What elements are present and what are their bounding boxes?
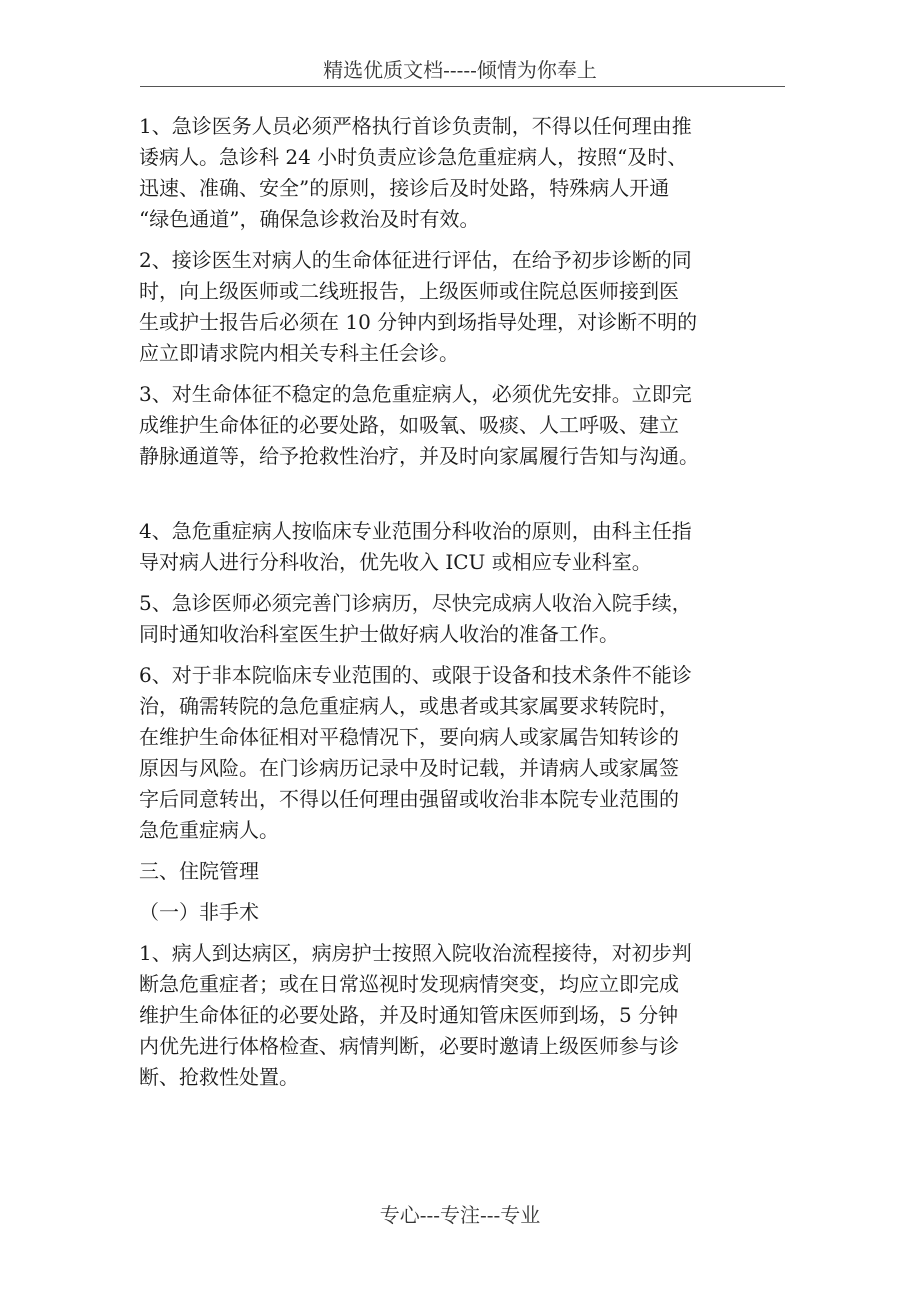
paragraph-line: 2、接诊医生对病人的生命体征进行评估，在给予初步诊断的同 (139, 248, 692, 272)
paragraph-line: 在维护生命体征相对平稳情况下，要向病人或家属告知转诊的 (139, 725, 679, 749)
paragraph-1 (139, 111, 799, 235)
paragraph-line: 迅速、准确、安全”的原则，接诊后及时处路，特殊病人开通 (139, 176, 670, 200)
subsection-heading: （一）非手术 (139, 900, 259, 924)
paragraph-line: 断、抢救性处置。 (139, 1065, 299, 1089)
paragraph-line: 成维护生命体征的必要处路，如吸氧、吸痰、人工呼吸、建立 (139, 413, 679, 437)
paragraph-line: 字后同意转出，不得以任何理由强留或收治非本院专业范围的 (139, 787, 679, 811)
paragraph-line: 内优先进行体格检查、病情判断，必要时邀请上级医师参与诊 (139, 1034, 679, 1058)
paragraph-line: 断急危重症者；或在日常巡视时发现病情突变，均应立即完成 (139, 972, 679, 996)
paragraph-line: 4、急危重症病人按临床专业范围分科收治的原则，由科主任指 (139, 519, 692, 543)
paragraph-6 (139, 660, 799, 846)
paragraph-line: 静脉通道等，给予抢救性治疗，并及时向家属履行告知与沟通。 (139, 444, 699, 468)
paragraph-line: 5、急诊医师必须完善门诊病历，尽快完成病人收治入院手续， (139, 591, 692, 615)
paragraph-4 (139, 516, 799, 578)
paragraph-line: 同时通知收治科室医生护士做好病人收治的准备工作。 (139, 622, 619, 646)
page-footer: 专心---专注---专业 (379, 1203, 541, 1227)
paragraph-line: 应立即请求院内相关专科主任会诊。 (139, 341, 459, 365)
page-header: 精选优质文档-----倾情为你奉上 (323, 58, 597, 82)
paragraph-line: 治，确需转院的急危重症病人，或患者或其家属要求转院时， (139, 694, 679, 718)
paragraph-5 (139, 588, 799, 650)
paragraph-line: 3、对生命体征不稳定的急危重症病人，必须优先安排。立即完 (139, 382, 692, 406)
paragraph-line: “绿色通道”，确保急诊救治及时有效。 (139, 207, 480, 231)
paragraph-line: 时，向上级医师或二线班报告，上级医师或住院总医师接到医 (139, 279, 679, 303)
paragraph-line: 维护生命体征的必要处路，并及时通知管床医师到场，5 分钟 (139, 1003, 679, 1027)
paragraph-line: 1、急诊医务人员必须严格执行首诊负责制，不得以任何理由推 (139, 114, 692, 138)
section-heading: 三、住院管理 (139, 859, 259, 883)
document-body (139, 111, 799, 1093)
paragraph-line: 原因与风险。在门诊病历记录中及时记载，并请病人或家属签 (139, 756, 679, 780)
paragraph-line: 急危重症病人。 (139, 818, 279, 842)
paragraph-line: 导对病人进行分科收治，优先收入 ICU 或相应专业科室。 (139, 550, 652, 574)
paragraph-line: 生或护士报告后必须在 10 分钟内到场指导处理，对诊断不明的 (139, 310, 698, 334)
paragraph-line: 6、对于非本院临床专业范围的、或限于设备和技术条件不能诊 (139, 663, 692, 687)
paragraph-line: 1、病人到达病区，病房护士按照入院收治流程接待，对初步判 (139, 941, 692, 965)
paragraph-2 (139, 245, 799, 369)
paragraph-7 (139, 938, 799, 1093)
paragraph-line: 诿病人。急诊科 24 小时负责应诊急危重症病人，按照“及时、 (139, 145, 688, 169)
paragraph-3 (139, 379, 799, 472)
header-divider (140, 86, 785, 87)
